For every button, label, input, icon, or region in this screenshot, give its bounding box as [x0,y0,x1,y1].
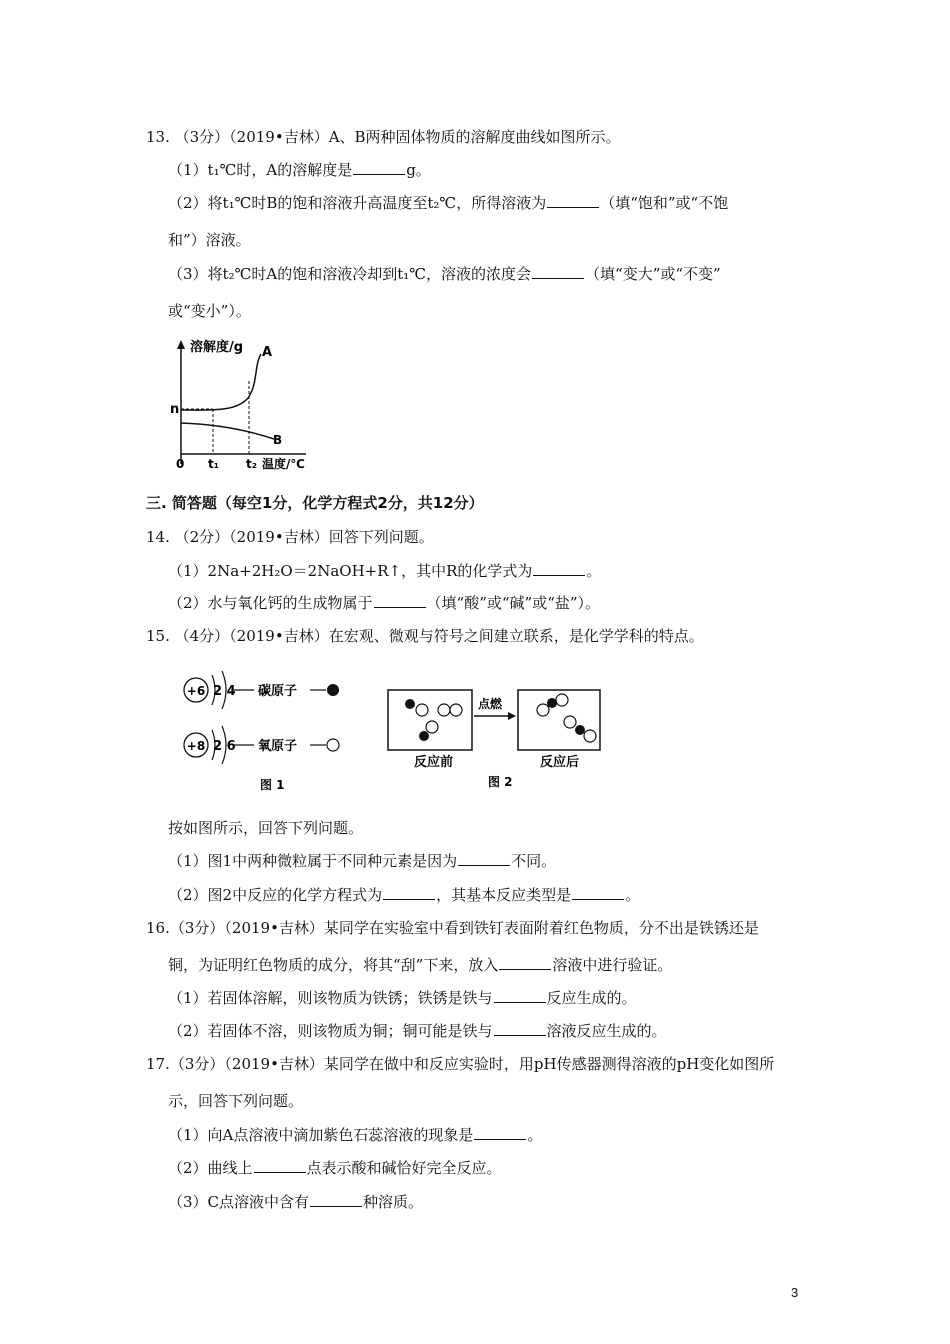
answer-blank[interactable] [254,1158,306,1173]
q13-part2-cont: 和”）溶液。 [168,231,251,249]
y-axis-arrow [177,340,185,349]
oxygen-atom [584,730,596,742]
q17-p1-end: 。 [527,1126,543,1144]
q17-p2-end: 点表示酸和碱恰好完全反应。 [306,1159,502,1177]
q13-part3 [168,264,721,284]
q14-p2-hint: （填“酸”或“碱”或“盐”）。 [426,594,601,612]
before-label: 反应前 [414,755,454,770]
q17-p2-text: （2）曲线上 [168,1159,253,1177]
q14-p1-end: 。 [586,562,602,580]
q16-stem-cont [168,955,672,975]
x-axis-label: 温度/℃ [262,457,305,471]
q16-p1-text: （1）若固体溶解，则该物质为铁锈；铁锈是铁与 [168,989,493,1007]
q13-stem: 13. （3分）（2019•吉林）A、B两种固体物质的溶解度曲线如图所示。 [146,128,621,146]
q14-p2-text: （2）水与氧化钙的生成物属于 [168,594,373,612]
oxygen-label: 氧原子 [258,739,298,754]
answer-blank[interactable] [547,193,599,208]
n-label: n [170,402,180,417]
oxygen-atom [438,704,450,716]
reaction-condition: 点燃 [478,697,503,711]
q13-part2 [168,193,728,213]
q16-stem-text: 铜，为证明红色物质的成分，将其“刮”下来，放入 [168,956,499,974]
carbon-atom [419,731,429,741]
q16-part2 [168,1021,667,1041]
answer-blank[interactable] [353,160,405,175]
q15-p1-end: 不同。 [511,852,557,870]
t1-label: t₁ [208,457,219,471]
q16-stem-end: 溶液中进行验证。 [552,956,673,974]
answer-blank[interactable] [494,988,546,1003]
answer-blank[interactable] [494,1021,546,1036]
section-heading: 三. 简答题（每空1分，化学方程式2分，共12分） [146,494,484,512]
answer-blank[interactable] [458,851,510,866]
q17-p3-end: 种溶质。 [363,1193,424,1211]
carbon-atom-symbol [327,684,339,696]
curve-b [181,423,274,439]
answer-blank[interactable] [499,955,551,970]
before-box [388,690,472,750]
carbon-label: 碳原子 [258,684,298,699]
oxygen-atom [450,704,462,716]
after-label: 反应后 [540,755,580,770]
q15-stem: 15. （4分）（2019•吉林）在宏观、微观与符号之间建立联系，是化学学科的特点。 [146,627,704,645]
answer-blank[interactable] [374,593,426,608]
q15-p2-text-2: ，其基本反应类型是 [436,886,572,904]
carbon-nucleus-charge: +6 [186,684,206,698]
q13-part1 [168,160,431,180]
oxygen-atom [564,716,576,728]
answer-blank[interactable] [533,561,585,576]
q15-part2 [168,885,640,905]
q13-p2-hint: （填“饱和”或“不饱 [600,194,729,212]
q17-p3-text: （3）C点溶液中含有 [168,1193,310,1211]
y-axis-label: 溶解度/g [190,340,244,355]
q17-p1-text: （1）向A点溶液中滴加紫色石蕊溶液的现象是 [168,1126,474,1144]
q14-part2 [168,593,600,613]
t2-label: t₂ [246,457,257,471]
figure-2 [386,686,606,792]
q14-part1 [168,561,601,581]
solubility-graph [166,336,326,476]
q16-p2-end: 溶液反应生成的。 [546,1022,667,1040]
figure-1 [172,665,372,795]
q13-p3-hint: （填“变大”或“不变” [585,265,721,283]
q14-stem: 14. （2分）（2019•吉林）回答下列问题。 [146,528,434,546]
q13-p1-unit: g。 [406,161,431,179]
answer-blank[interactable] [572,885,624,900]
q13-part3-cont: 或“变小”）。 [168,302,251,320]
q13-p3-text: （3）将t₂℃时A的饱和溶液冷却到t₁℃，溶液的浓度会 [168,265,532,283]
q15-p1-text: （1）图1中两种微粒属于不同种元素是因为 [168,852,458,870]
figure-2-caption: 图 2 [488,775,513,789]
answer-blank[interactable] [474,1125,526,1140]
page-number: 3 [791,1285,799,1300]
oxygen-shell-electrons: 2 6 [213,739,236,754]
q17-part3 [168,1192,423,1212]
q13-p1-text: （1）t₁℃时，A的溶解度是 [168,161,353,179]
q15-intro: 按如图所示，回答下列问题。 [168,819,364,837]
carbon-shell-electrons: 2 4 [213,684,236,699]
oxygen-atom [537,704,549,716]
origin-label: 0 [176,457,185,471]
answer-blank[interactable] [310,1192,362,1207]
carbon-atom [575,725,585,735]
oxygen-atom [556,694,568,706]
carbon-atom [405,699,415,709]
q17-part1 [168,1125,542,1145]
figure-1-caption: 图 1 [260,778,285,792]
curve-b-label: B [273,433,283,447]
reaction-arrowhead [508,712,516,720]
q14-p1-text: （1）2Na+2H₂O＝2NaOH+R↑，其中R的化学式为 [168,562,533,580]
q17-stem: 17.（3分）（2019•吉林）某同学在做中和反应实验时，用pH传感器测得溶液的pH变化如图所 [146,1055,775,1073]
oxygen-atom-symbol [327,739,339,751]
q15-p2-text: （2）图2中反应的化学方程式为 [168,886,383,904]
q16-part1 [168,988,637,1008]
oxygen-nucleus-charge: +8 [186,739,206,753]
q17-stem-cont: 示，回答下列问题。 [168,1092,304,1110]
q17-part2 [168,1158,502,1178]
answer-blank[interactable] [532,264,584,279]
q15-part1 [168,851,556,871]
curve-a-label: A [262,345,273,360]
q15-p2-end: 。 [625,886,641,904]
oxygen-atom [416,704,428,716]
answer-blank[interactable] [383,885,435,900]
q16-p2-text: （2）若固体不溶，则该物质为铜；铜可能是铁与 [168,1022,493,1040]
q13-p2-text: （2）将t₁℃时B的饱和溶液升高温度至t₂℃，所得溶液为 [168,194,547,212]
oxygen-atom [426,721,438,733]
q16-stem: 16.（3分）（2019•吉林）某同学在实验室中看到铁钉表面附着红色物质，分不出是铁锈还是 [146,919,759,937]
q16-p1-end: 反应生成的。 [546,989,637,1007]
